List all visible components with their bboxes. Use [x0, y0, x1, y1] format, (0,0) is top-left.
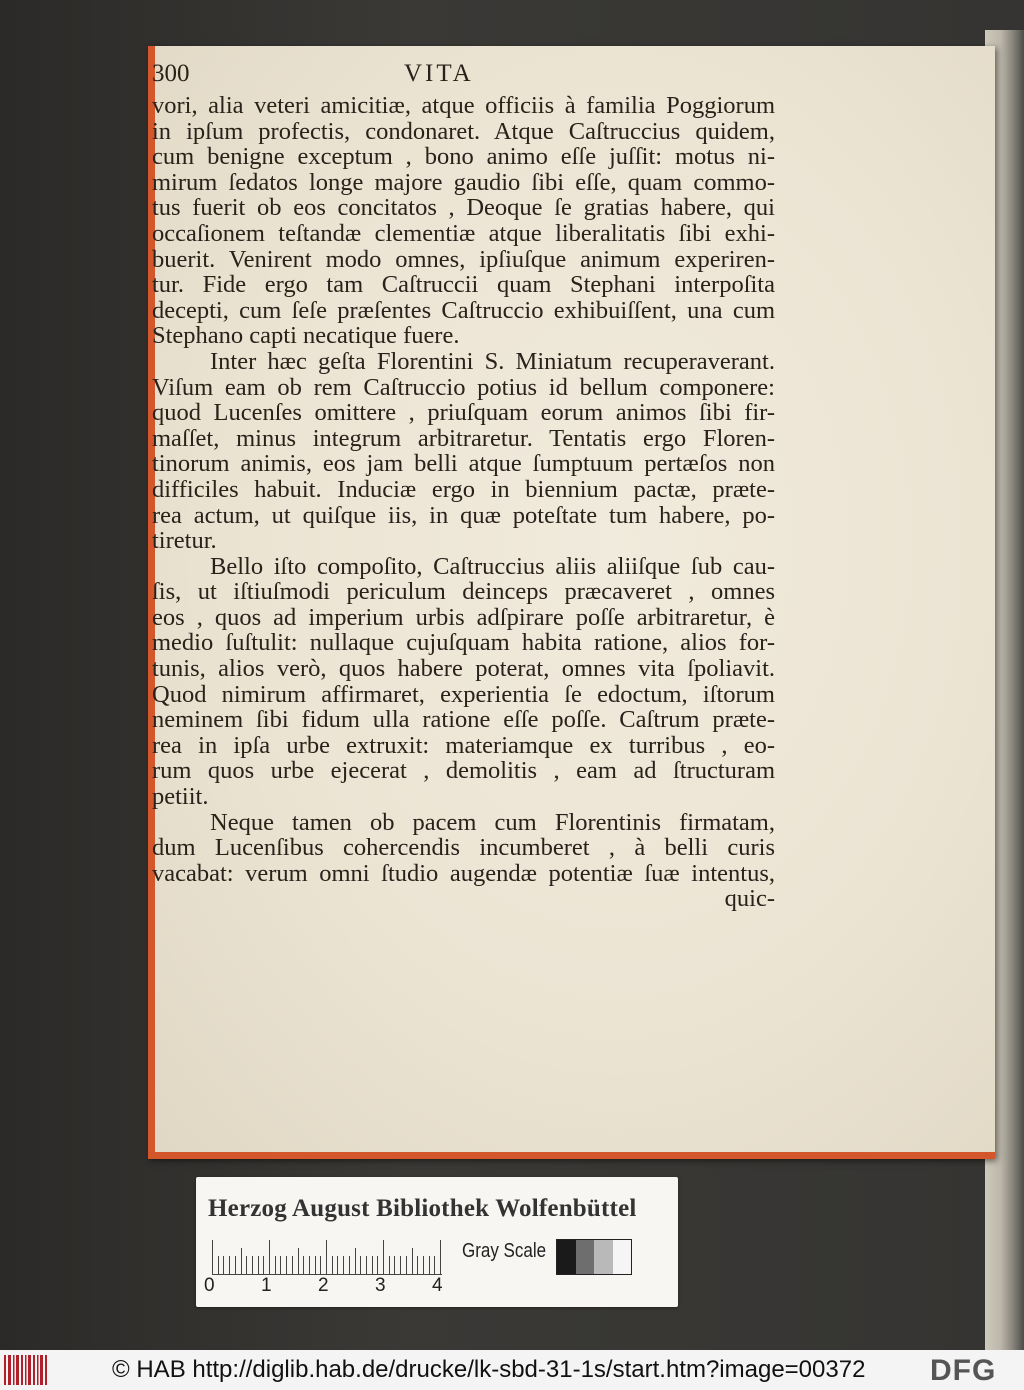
ruler-tick: [349, 1256, 350, 1274]
ruler-tick: [412, 1248, 413, 1274]
text-line: in ipſum profectis, condonaret. Atque Caſtruccius quidem,: [152, 117, 775, 145]
ruler-tick: [394, 1256, 395, 1274]
text-line: ſis, ut iſtiuſmodi periculum deinceps præcaveret , omnes: [152, 578, 775, 606]
ruler-tick: [320, 1256, 321, 1274]
ruler-tick: [417, 1256, 418, 1274]
ruler-tick: [377, 1256, 378, 1274]
text-line: tunis, alios verò, quos habere poterat, omnes vita ſpoliavit.: [152, 655, 775, 683]
ruler-tick: [406, 1256, 407, 1274]
text-line: medio ſuſtulit: nullaque cujuſquam habita ratione, alios for-: [152, 629, 775, 657]
text-line: Quod nimirum affirmaret, experientia ſe edoctum, iſtorum: [152, 680, 775, 708]
ruler-tick: [212, 1240, 213, 1274]
ruler-number: 1: [261, 1275, 272, 1296]
running-head: VITA: [404, 60, 474, 87]
text-line: petiit.: [152, 783, 209, 811]
ruler-tick: [366, 1256, 367, 1274]
gray-swatch: [557, 1240, 576, 1274]
ruler-tick: [372, 1256, 373, 1274]
text-line: dum Lucenſibus cohercendis incumberet , à belli curis: [152, 834, 775, 862]
ruler-tick: [360, 1256, 361, 1274]
color-reference-card: [196, 1177, 678, 1307]
measurement-ruler: [212, 1240, 442, 1276]
ruler-number: 4: [432, 1275, 443, 1296]
ruler-tick: [383, 1240, 384, 1274]
ruler-tick: [223, 1256, 224, 1274]
text-line: mirum ſedatos longe majore gaudio ſibi eſſe, quam commo-: [152, 168, 775, 196]
text-line: maſſet, minus integrum arbitraretur. Tentatis ergo Floren-: [152, 424, 775, 452]
body-text: [152, 93, 775, 912]
text-line: neminem ſibi fidum ulla ratione eſſe poſſe. Caſtrum præte-: [152, 706, 775, 734]
ruler-tick: [343, 1256, 344, 1274]
dfg-logo: DFG: [930, 1354, 997, 1387]
text-line: rea in ipſa urbe extruxit: materiamque ex turribus , eo-: [152, 731, 775, 759]
ruler-tick: [235, 1256, 236, 1274]
text-line: tus fuerit ob eos concitatos , Deoque ſe gratias habere, qui: [152, 194, 775, 222]
text-line: occaſionem teſtandæ clementiæ atque liberalitatis ſibi exhi-: [152, 219, 775, 247]
viewer-footer: [0, 1350, 1024, 1390]
ruler-tick: [309, 1256, 310, 1274]
text-line: decepti, cum ſeſe præſentes Caſtruccio exhibuiſſent, una cum: [152, 296, 775, 324]
text-line: cum benigne exceptum , bono animo eſſe juſſit: motus ni-: [152, 143, 775, 171]
ruler-tick: [252, 1256, 253, 1274]
text-line: quic-: [724, 885, 775, 913]
ruler-number: 3: [375, 1275, 386, 1296]
text-line: Bello iſto compoſito, Caſtruccius aliis aliiſque ſub cau-: [210, 552, 775, 580]
ruler-tick: [423, 1256, 424, 1274]
ruler-number: 2: [318, 1275, 329, 1296]
ruler-tick: [258, 1256, 259, 1274]
text-line: buerit. Venirent modo omnes, ipſiuſque animum experiren-: [152, 245, 775, 273]
text-line: quod Lucenſes omittere , priuſquam eorum animos ſibi fir-: [152, 399, 775, 427]
ruler-number: 0: [204, 1275, 215, 1296]
text-line: vori, alia veteri amicitiæ, atque officiis à familia Poggiorum: [152, 92, 775, 119]
text-line: vacabat: verum omni ſtudio augendæ potentiæ ſuæ intentus,: [152, 859, 775, 887]
ruler-tick: [275, 1256, 276, 1274]
page-header: [152, 60, 792, 94]
text-line: tiretur.: [152, 527, 217, 555]
gray-swatch: [594, 1240, 613, 1274]
ruler-tick: [280, 1256, 281, 1274]
text-line: Inter hæc geſta Florentini S. Miniatum recuperaverant.: [210, 347, 775, 375]
ruler-tick: [269, 1240, 270, 1274]
ruler-tick: [400, 1256, 401, 1274]
library-name: Herzog August Bibliothek Wolfenbüttel: [208, 1195, 637, 1222]
copyright-link[interactable]: © HAB http://diglib.hab.de/drucke/lk-sbd-31-1s/start.htm?image=00372: [112, 1356, 866, 1383]
page-number: 300: [152, 60, 190, 87]
ruler-tick: [389, 1256, 390, 1274]
text-line: Stephano capti necatique fuere.: [152, 322, 460, 350]
text-line: difficiles habuit. Induciæ ergo in biennium pactæ, præte-: [152, 475, 775, 503]
ruler-tick: [332, 1256, 333, 1274]
ruler-tick: [429, 1256, 430, 1274]
text-line: Neque tamen ob pacem cum Florentinis firmatam,: [210, 808, 775, 836]
text-line: rea actum, ut quiſque iis, in quæ poteſtate tum habere, po-: [152, 501, 775, 529]
text-line: tur. Fide ergo tam Caſtruccii quam Stephani interpoſita: [152, 271, 775, 299]
text-line: Viſum eam ob rem Caſtruccio potius id bellum componere:: [152, 373, 775, 401]
gray-swatch: [576, 1240, 595, 1274]
ruler-tick: [337, 1256, 338, 1274]
ruler-tick: [298, 1248, 299, 1274]
gray-swatch: [613, 1240, 632, 1274]
barcode-icon: [4, 1355, 48, 1385]
ruler-tick: [229, 1256, 230, 1274]
text-line: rum quos urbe ejecerat , demolitis , eam ad ſtructuram: [152, 757, 775, 785]
ruler-tick: [355, 1248, 356, 1274]
ruler-tick: [218, 1256, 219, 1274]
ruler-tick: [315, 1256, 316, 1274]
ruler-tick: [286, 1256, 287, 1274]
text-line: eos , quos ad imperium urbis adſpirare poſſe arbitraretur, è: [152, 603, 775, 631]
ruler-tick: [440, 1240, 441, 1274]
gray-scale-label: Gray Scale: [462, 1240, 547, 1262]
ruler-tick: [292, 1256, 293, 1274]
text-line: tinorum animis, eos jam belli atque ſumptuum pertæſos non: [152, 450, 775, 478]
ruler-tick: [241, 1248, 242, 1274]
ruler-tick: [434, 1256, 435, 1274]
ruler-tick: [246, 1256, 247, 1274]
ruler-tick: [303, 1256, 304, 1274]
gray-scale-swatches: [556, 1239, 632, 1275]
ruler-tick: [326, 1240, 327, 1274]
ruler-tick: [263, 1256, 264, 1274]
